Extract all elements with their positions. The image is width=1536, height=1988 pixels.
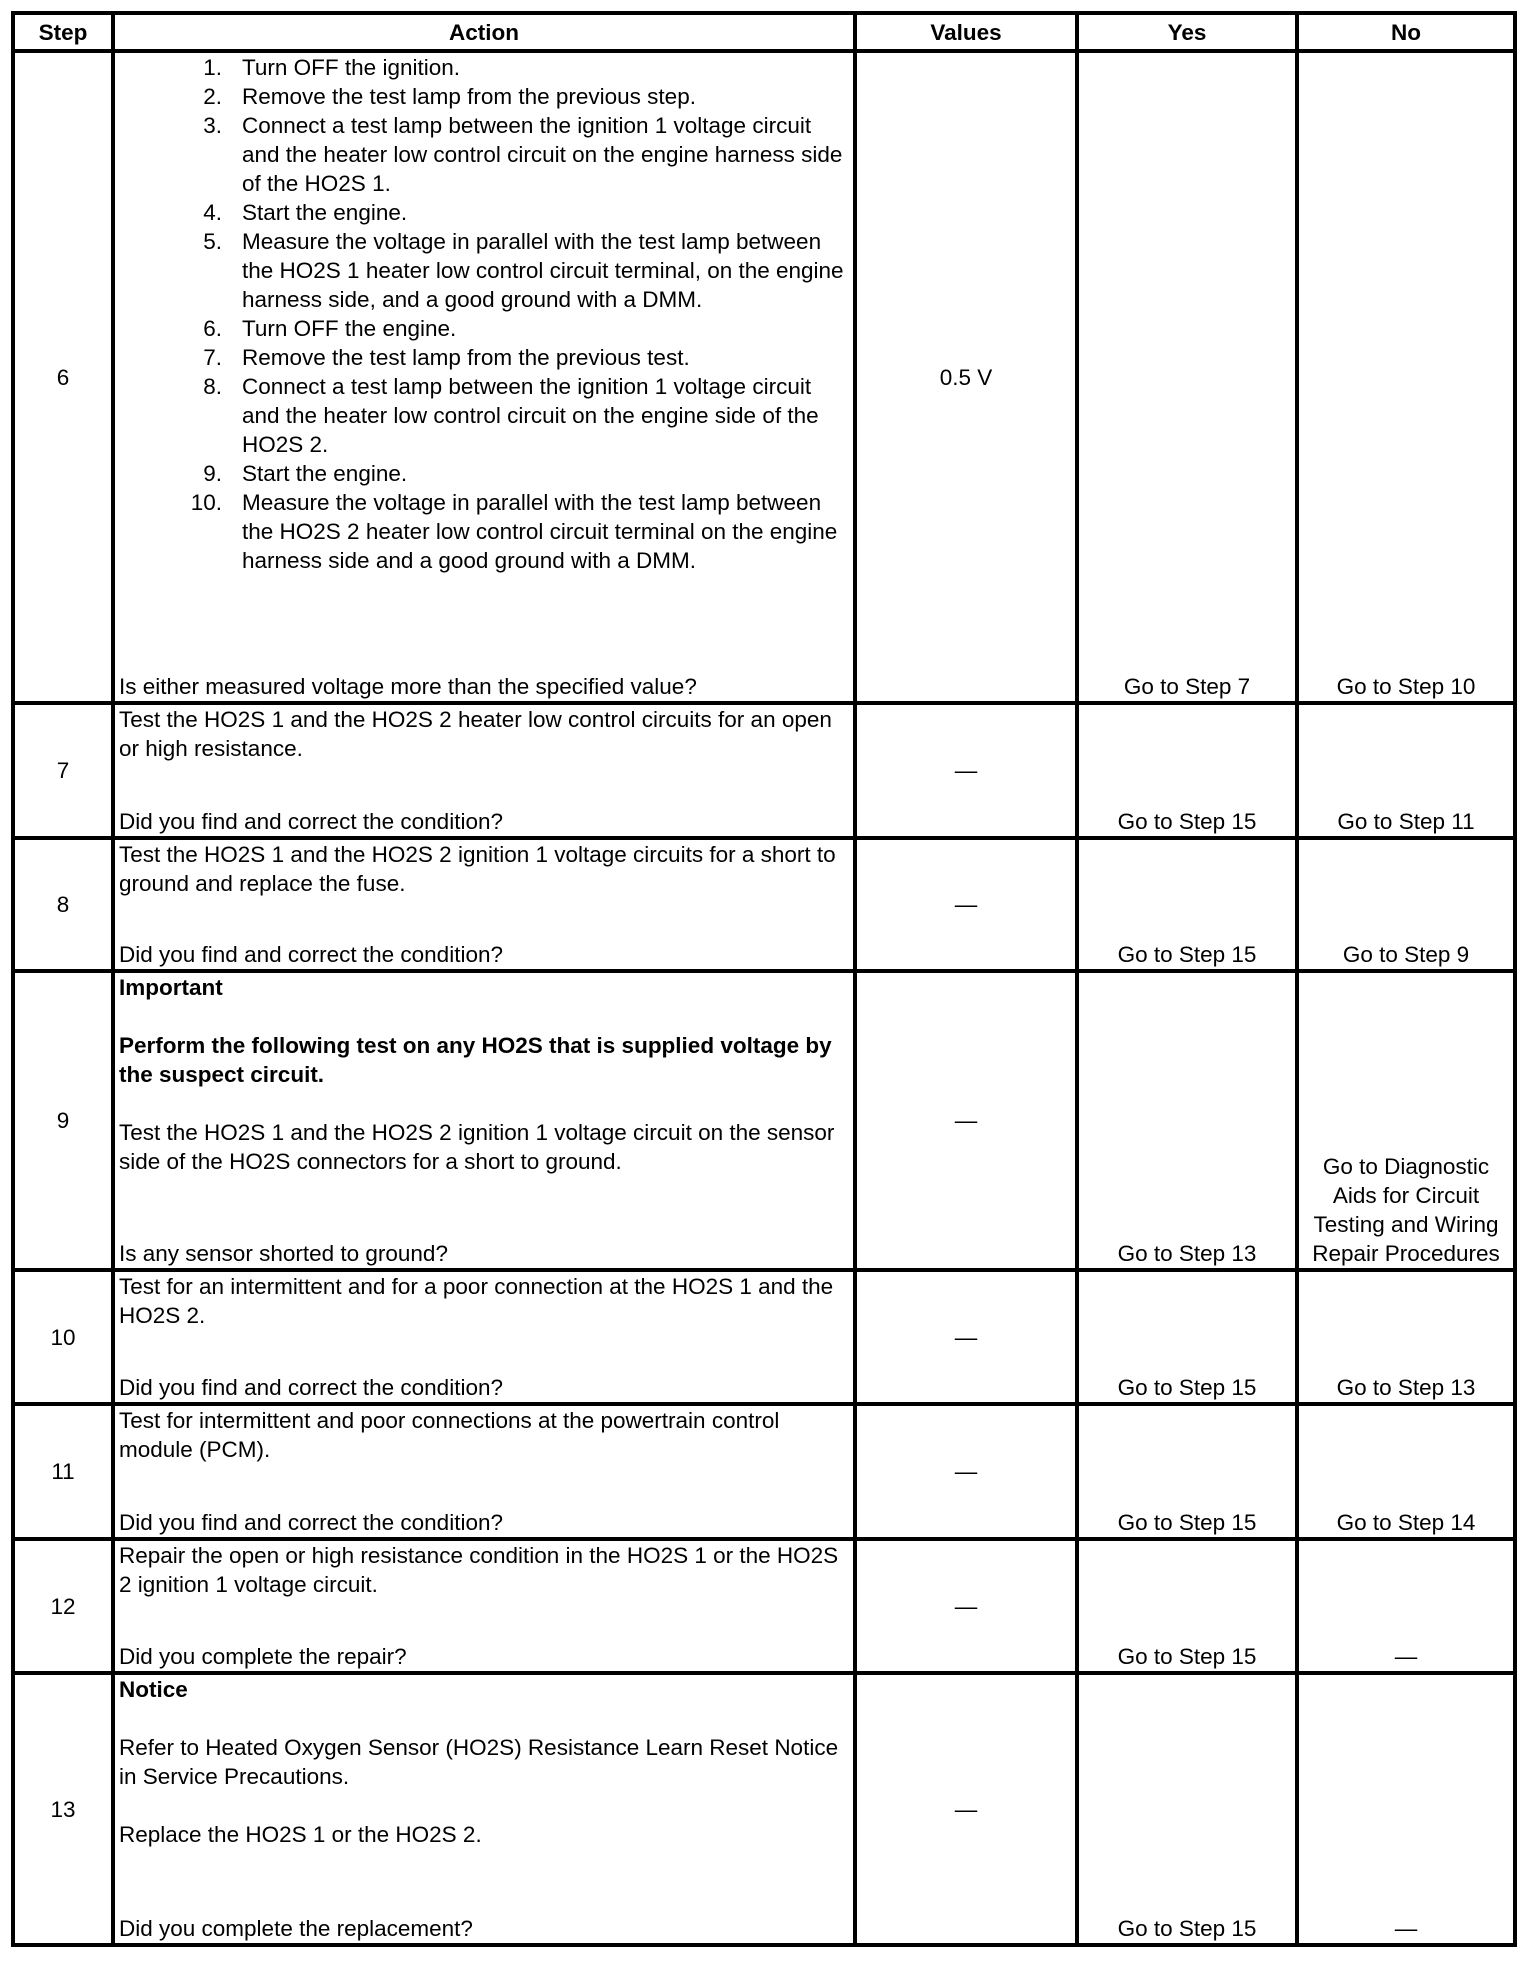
yes-result: Go to Step 15 (1117, 809, 1257, 834)
no-result: Go to Step 13 (1336, 1375, 1476, 1400)
list-item-number: 7. (203, 345, 222, 370)
action-question: Did you find and correct the condition? (119, 1510, 503, 1535)
step-number: 10 (13, 1270, 113, 1404)
no-cell (1297, 1270, 1515, 1404)
step-number: 12 (13, 1539, 113, 1673)
list-item (119, 82, 847, 111)
action-cell (113, 838, 855, 971)
list-item-text: Measure the voltage in parallel with the test lamp between the HO2S 2 heater low control circuit terminal on the engine harness side and a good ground with a DMM. (242, 490, 838, 573)
value-cell: — (855, 971, 1077, 1270)
list-item-text: Measure the voltage in parallel with the test lamp between the HO2S 1 heater low control circuit terminal, on the engine harness side, and a good ground with a DMM. (242, 229, 844, 312)
value-cell: — (855, 838, 1077, 971)
header-yes: Yes (1077, 13, 1297, 51)
action-text: Test for an intermittent and for a poor connection at the HO2S 1 and the HO2S 2. (119, 1274, 834, 1328)
no-result: — (1394, 1644, 1418, 1669)
action-text: Refer to Heated Oxygen Sensor (HO2S) Resistance Learn Reset Notice in Service Precautions. (119, 1735, 839, 1789)
list-item (119, 343, 847, 372)
table-row (13, 1673, 1515, 1945)
no-result: Go to Step 14 (1336, 1510, 1476, 1535)
action-content (115, 705, 853, 836)
action-content (115, 840, 853, 969)
list-item (119, 372, 847, 459)
action-cell (113, 1673, 855, 1945)
step-number: 8 (13, 838, 113, 971)
yes-result: Go to Step 13 (1117, 1241, 1257, 1266)
no-result: Go to Step 11 (1337, 809, 1475, 834)
header-step: Step (13, 13, 113, 51)
action-heading: Notice (119, 1677, 188, 1702)
table-row (13, 838, 1515, 971)
yes-cell (1077, 51, 1297, 703)
yes-cell (1077, 1539, 1297, 1673)
yes-result: Go to Step 15 (1117, 1510, 1257, 1535)
action-cell (113, 1270, 855, 1404)
action-content (115, 1675, 853, 1943)
list-item (119, 53, 847, 82)
action-text: Repair the open or high resistance condition in the HO2S 1 or the HO2S 2 ignition 1 voltage circuit. (119, 1543, 839, 1597)
list-item (119, 198, 847, 227)
header-row (13, 13, 1515, 51)
action-cell (113, 971, 855, 1270)
table-row (13, 703, 1515, 838)
yes-result: Go to Step 15 (1117, 942, 1257, 967)
step-number: 9 (13, 971, 113, 1270)
action-cell (113, 51, 855, 703)
value-cell: — (855, 1404, 1077, 1539)
list-item-number: 6. (203, 316, 222, 341)
diagnostic-table (11, 11, 1517, 1947)
no-result: Go to Step 10 (1336, 674, 1476, 699)
action-heading: Important (119, 975, 223, 1000)
list-item-number: 3. (203, 113, 222, 138)
step-number: 11 (13, 1404, 113, 1539)
list-item-text: Turn OFF the ignition. (242, 55, 461, 80)
value-cell: 0.5 V (855, 51, 1077, 703)
yes-cell (1077, 703, 1297, 838)
list-item-text: Turn OFF the engine. (242, 316, 457, 341)
value-cell: — (855, 1673, 1077, 1945)
no-result: — (1394, 1916, 1418, 1941)
list-item (119, 314, 847, 343)
list-item-text: Remove the test lamp from the previous test. (242, 345, 690, 370)
action-content (115, 1541, 853, 1671)
no-cell (1297, 51, 1515, 703)
no-result: Go to Diagnostic Aids for Circuit Testing and Wiring Repair Procedures (1312, 1154, 1500, 1266)
action-question: Did you complete the replacement? (119, 1916, 473, 1941)
action-question: Is any sensor shorted to ground? (119, 1241, 448, 1266)
no-result: Go to Step 9 (1342, 942, 1470, 967)
list-item-text: Start the engine. (242, 200, 408, 225)
list-item-number: 8. (203, 374, 222, 399)
action-content (115, 973, 853, 1268)
yes-result: Go to Step 15 (1117, 1916, 1257, 1941)
table-row (13, 51, 1515, 703)
table-body (13, 51, 1515, 1945)
list-item-number: 1. (203, 55, 222, 80)
header-no: No (1297, 13, 1515, 51)
yes-cell (1077, 971, 1297, 1270)
action-content (115, 53, 853, 701)
header-action: Action (113, 13, 855, 51)
list-item-number: 4. (203, 200, 222, 225)
step-number: 6 (13, 51, 113, 703)
step-number: 13 (13, 1673, 113, 1945)
action-text: Test the HO2S 1 and the HO2S 2 ignition 1 voltage circuit on the sensor side of the HO2S connectors for a short to ground. (119, 1120, 835, 1174)
yes-result: Go to Step 15 (1117, 1375, 1257, 1400)
action-text: Replace the HO2S 1 or the HO2S 2. (119, 1822, 482, 1847)
no-cell (1297, 971, 1515, 1270)
table-row (13, 971, 1515, 1270)
list-item-text: Connect a test lamp between the ignition 1 voltage circuit and the heater low control circuit on the engine side of the HO2S 2. (242, 374, 819, 457)
no-cell (1297, 1539, 1515, 1673)
action-text: Test the HO2S 1 and the HO2S 2 ignition 1 voltage circuits for a short to ground and replace the fuse. (119, 842, 836, 896)
action-question: Did you find and correct the condition? (119, 942, 503, 967)
value-cell: — (855, 1539, 1077, 1673)
no-cell (1297, 703, 1515, 838)
action-heading: Perform the following test on any HO2S that is supplied voltage by the suspect circuit. (119, 1033, 832, 1087)
table-row (13, 1270, 1515, 1404)
list-item-number: 10. (190, 490, 222, 515)
action-cell (113, 1404, 855, 1539)
no-cell (1297, 838, 1515, 971)
yes-result: Go to Step 15 (1117, 1644, 1257, 1669)
action-cell (113, 1539, 855, 1673)
yes-cell (1077, 838, 1297, 971)
value-cell: — (855, 1270, 1077, 1404)
list-item-number: 5. (203, 229, 222, 254)
action-question: Did you complete the repair? (119, 1644, 407, 1669)
action-content (115, 1406, 853, 1537)
list-item-number: 9. (203, 461, 222, 486)
list-item (119, 111, 847, 198)
value-cell: — (855, 703, 1077, 838)
yes-cell (1077, 1673, 1297, 1945)
step-number: 7 (13, 703, 113, 838)
no-cell (1297, 1673, 1515, 1945)
list-item (119, 459, 847, 488)
action-steps-list (119, 53, 847, 575)
action-question: Is either measured voltage more than the specified value? (119, 674, 697, 699)
action-text: Test the HO2S 1 and the HO2S 2 heater low control circuits for an open or high resistance. (119, 707, 832, 761)
list-item-text: Start the engine. (242, 461, 408, 486)
yes-cell (1077, 1404, 1297, 1539)
action-question: Did you find and correct the condition? (119, 1375, 503, 1400)
action-content (115, 1272, 853, 1402)
action-cell (113, 703, 855, 838)
yes-cell (1077, 1270, 1297, 1404)
list-item (119, 227, 847, 314)
yes-result: Go to Step 7 (1123, 674, 1251, 699)
list-item-text: Remove the test lamp from the previous step. (242, 84, 696, 109)
list-item (119, 488, 847, 575)
list-item-text: Connect a test lamp between the ignition 1 voltage circuit and the heater low control circuit on the engine harness side of the HO2S 1. (242, 113, 843, 196)
action-question: Did you find and correct the condition? (119, 809, 503, 834)
header-values: Values (855, 13, 1077, 51)
table-row (13, 1539, 1515, 1673)
list-item-number: 2. (203, 84, 222, 109)
no-cell (1297, 1404, 1515, 1539)
table-row (13, 1404, 1515, 1539)
action-text: Test for intermittent and poor connections at the powertrain control module (PCM). (119, 1408, 780, 1462)
